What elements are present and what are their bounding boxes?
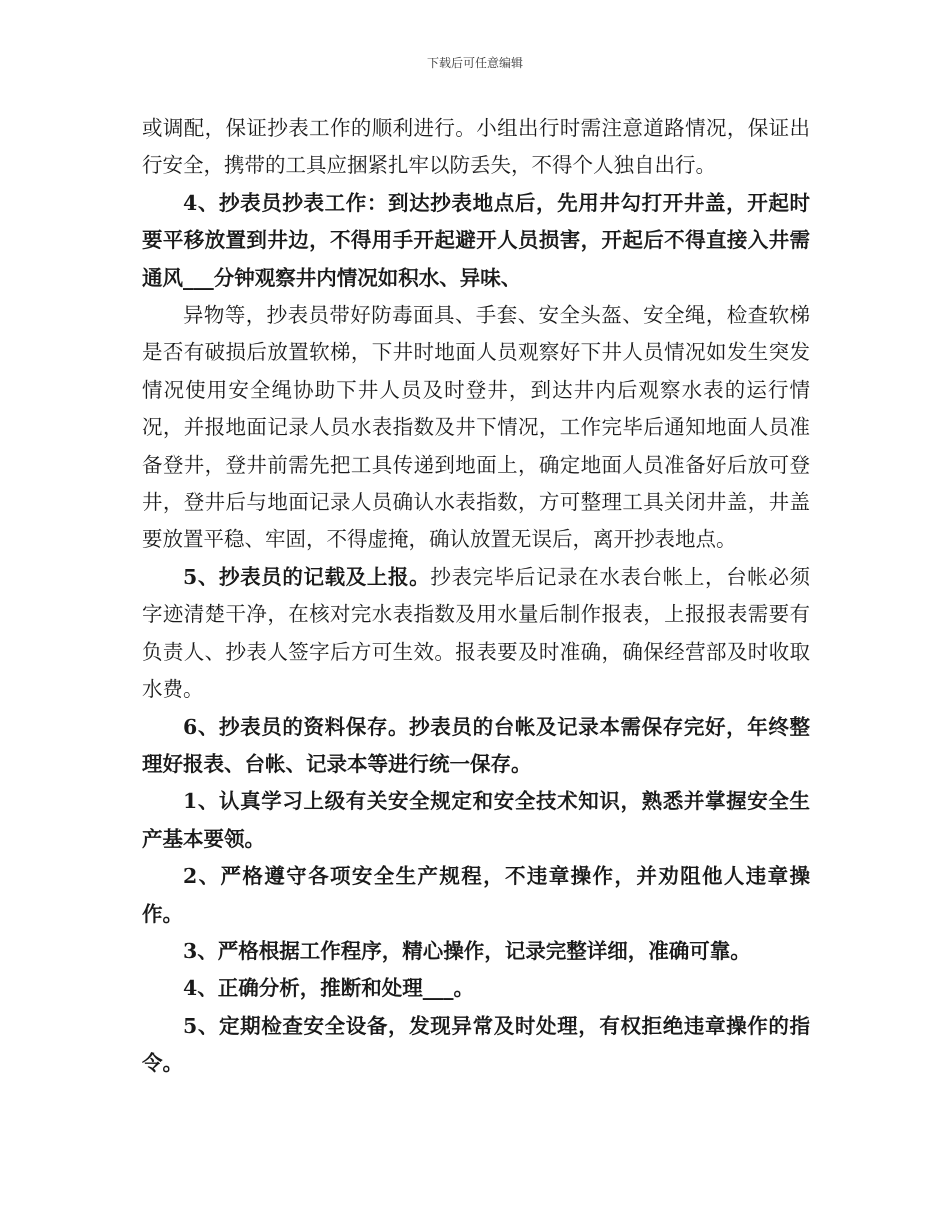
paragraph-4-text: 抄表完毕后记录在水表台帐上，台帐必须字迹清楚干净，在核对完水表指数及用水量后制作报表，上报报表需要有负责人、抄表人签字后方可生效。报表要及时准确，确保经营部及时收取水费。	[142, 564, 811, 702]
page-header: 下载后可任意编辑	[426, 56, 523, 70]
paragraph-3: 异物等，抄表员带好防毒面具、手套、安全头盔、安全绳，检查软梯是否有破损后放置软梯，下井时地面人员观察好下井人员情况如发生突发情况使用安全绳协助下井人员及时登井，到达井内后观察水表的运行情况，并报地面记录人员水表指数及井下情况，工作完毕后通知地面人员准备登井，登井前需先把工具传递到地面上，确定地面人员准备好后放可登井，登井后与地面记录人员确认水表指数，方可整理工具关闭井盖，井盖要放置平稳、牢固，不得虚掩，确认放置无误后，离开抄表地点。	[142, 303, 810, 552]
paragraph-9: 4、正确分析，推断和处理___。	[183, 976, 475, 1001]
paragraph-4-lead: 5、抄表员的记载及上报。	[183, 564, 431, 589]
paragraph-8: 3、严格根据工作程序，精心操作，记录完整详细，准确可靠。	[183, 938, 751, 963]
paragraph-2: 4、抄表员抄表工作：到达抄表地点后，先用井勾打开井盖，开起时要平移放置到井边，不得用手开起避开人员损害，开起后不得直接入井需通风___分钟观察井内情况如积水、异味、	[142, 190, 810, 290]
paragraph-5: 6、抄表员的资料保存。抄表员的台帐及记录本需保存完好，年终整理好报表、台帐、记录本等进行统一保存。	[142, 714, 810, 776]
paragraph-6: 1、认真学习上级有关安全规定和安全技术知识，熟悉并掌握安全生产基本要领。	[142, 789, 810, 851]
paragraph-10: 5、定期检查安全设备，发现异常及时处理，有权拒绝违章操作的指令。	[142, 1013, 810, 1076]
paragraph-7: 2、严格遵守各项安全生产规程，不违章操作，并劝阻他人违章操作。	[142, 864, 810, 926]
document-body	[142, 110, 810, 1083]
paragraph-4	[142, 559, 810, 709]
paragraph-1: 或调配，保证抄表工作的顺利进行。小组出行时需注意道路情况，保证出行安全，携带的工具应捆紧扎牢以防丢失，不得个人独自出行。	[142, 116, 810, 178]
